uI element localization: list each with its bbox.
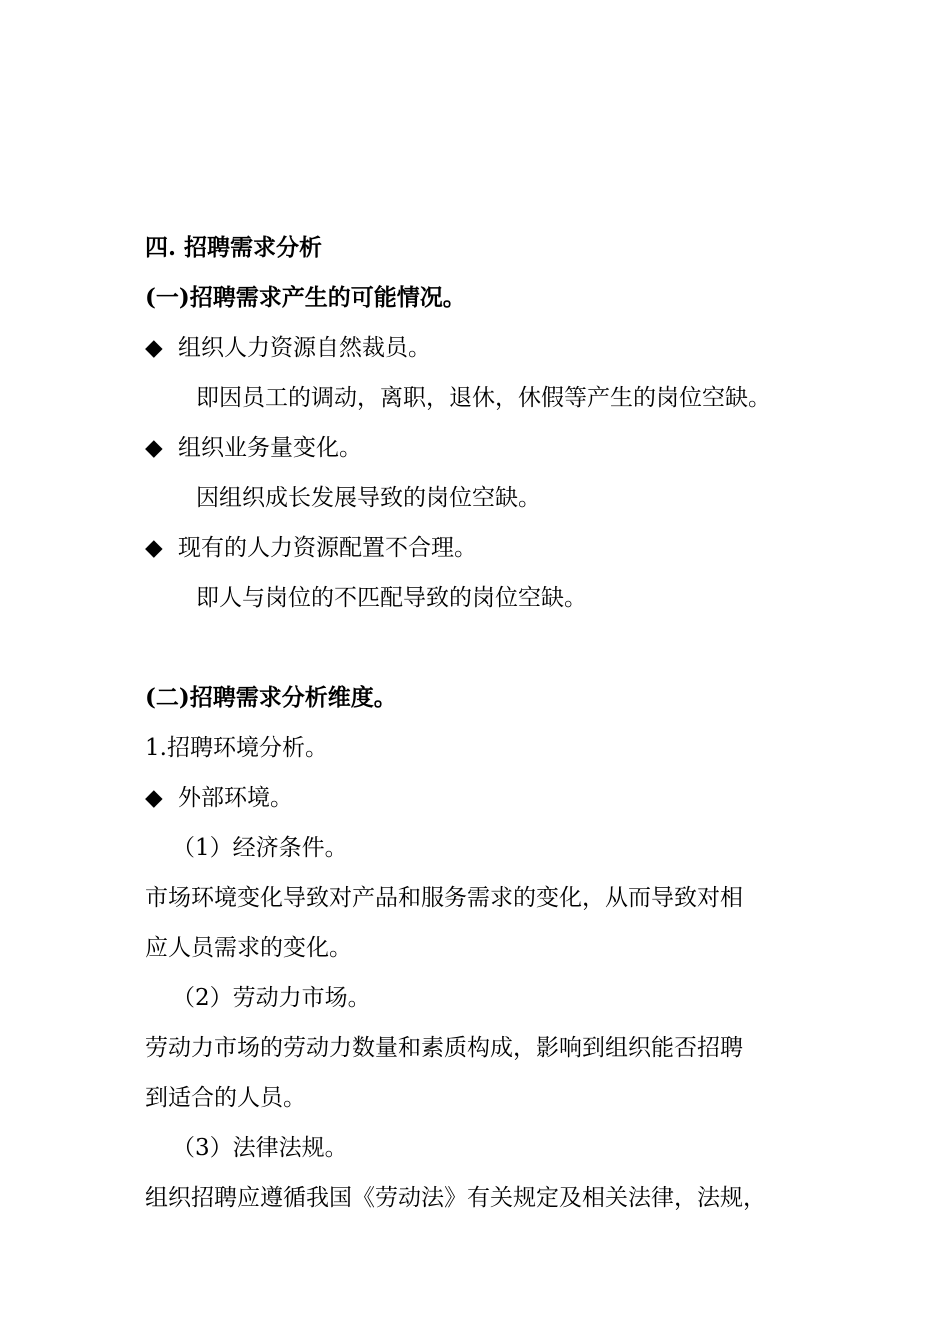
- point-1-text-line-2: 应人员需求的变化。: [145, 935, 352, 961]
- point-2-text-line-2: 到适合的人员。: [145, 1085, 306, 1111]
- point-1-title: （1）经济条件。: [172, 835, 348, 861]
- bullet-item-1-text: 组织人力资源自然裁员。: [178, 335, 431, 361]
- bullet-item-2: [145, 433, 362, 463]
- subsection-1-title: 1.招聘环境分析。: [145, 735, 328, 761]
- bullet-item-3-text: 现有的人力资源配置不合理。: [178, 535, 477, 561]
- point-2-title: （2）劳动力市场。: [172, 985, 371, 1011]
- bullet-item-2-text: 组织业务量变化。: [178, 435, 362, 461]
- point-2-text-line-1: 劳动力市场的劳动力数量和素质构成，影响到组织能否招聘: [145, 1035, 743, 1061]
- bullet-item-3: [145, 533, 477, 563]
- bullet-item-1: [145, 333, 431, 363]
- section-1-title: (一)招聘需求产生的可能情况。: [145, 284, 466, 311]
- bullet-item-3-detail: 即人与岗位的不匹配导致的岗位空缺。: [196, 585, 587, 611]
- bullet-item-2-detail: 因组织成长发展导致的岗位空缺。: [196, 485, 541, 511]
- point-1-text-line-1: 市场环境变化导致对产品和服务需求的变化，从而导致对相: [145, 885, 743, 911]
- point-3-title: （3）法律法规。: [172, 1135, 348, 1161]
- bullet-external-env-text: 外部环境。: [178, 785, 293, 811]
- point-3-text-line-1: 组织招聘应遵循我国《劳动法》有关规定及相关法律，法规，: [145, 1185, 766, 1211]
- section-2-title: (二)招聘需求分析维度。: [145, 684, 397, 711]
- main-heading: 四. 招聘需求分析: [145, 234, 323, 261]
- diamond-bullet-icon: ◆: [145, 335, 163, 361]
- diamond-bullet-icon: ◆: [145, 785, 163, 811]
- diamond-bullet-icon: ◆: [145, 435, 163, 461]
- bullet-item-1-detail: 即因员工的调动，离职，退休，休假等产生的岗位空缺。: [196, 385, 771, 411]
- diamond-bullet-icon: ◆: [145, 535, 163, 561]
- bullet-external-env: [145, 783, 293, 813]
